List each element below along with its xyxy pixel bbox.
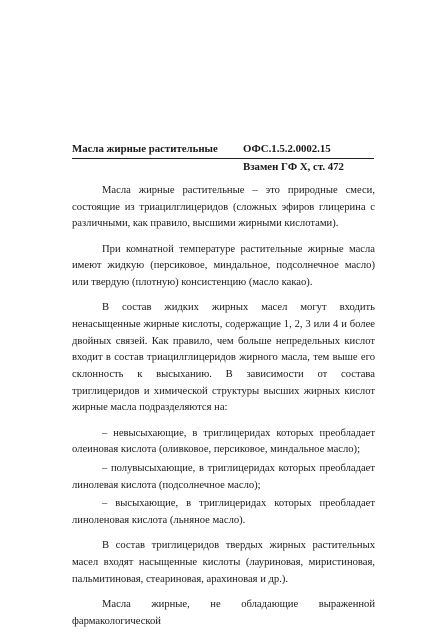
list-item-semidrying: – полувысыхающие, в триглицеридах которых преобладает линолевая кислота (подсолнечное масло); [72, 463, 375, 491]
monograph-title: Масла жирные растительные [72, 143, 218, 155]
paragraph-consistency: При комнатной температуре растительные жирные масла имеют жидкую (персиковое, миндальное, подсолнечное масло) или твердую (плотную) консистенцию (масло какао). [72, 243, 375, 289]
paragraph-definition: Масла жирные растительные – это природные смеси, состоящие из триацилглицеридов (сложных эфиров глицерина с различными, как правило, высшими жирными кислотами). [72, 185, 375, 230]
paragraph-solid-oils: В состав триглицеридов твердых жирных растительных масел входят насыщенные кислоты (лауриновая, миристиновая, пальмитиновая, стеариновая, арахиновая и др.). [72, 540, 375, 585]
list-item-nondrying: – невысыхающие, в триглицеридах которых преобладает олеиновая кислота (оливковое, персиковое, миндальное масло); [72, 427, 375, 456]
header-divider [72, 158, 374, 159]
monograph-code: ОФС.1.5.2.0002.15 [243, 143, 331, 155]
paragraph-composition: В состав жидких жирных масел могут входить ненасыщенные жирные кислоты, содержащие 1, 2, 3 или 4 и более двойных связей. Как правило, чем больше непредельных кислот входит в состав триацилглицеридов жирного масла, тем выше его склонность к высыханию. В зависимости от состава триглицеридов и химической структуры высших жирных кислот жирные масла подразделяются на: [72, 302, 375, 414]
list-item-drying: – высыхающие, в триглицеридах которых преобладает линоленовая кислота (льняное масло). [72, 498, 375, 527]
replaces-note: Взамен ГФ X, ст. 472 [243, 161, 344, 173]
document-body [72, 183, 375, 639]
paragraph-continued: Масла жирные, не обладающие выраженной фармакологической [72, 598, 375, 627]
